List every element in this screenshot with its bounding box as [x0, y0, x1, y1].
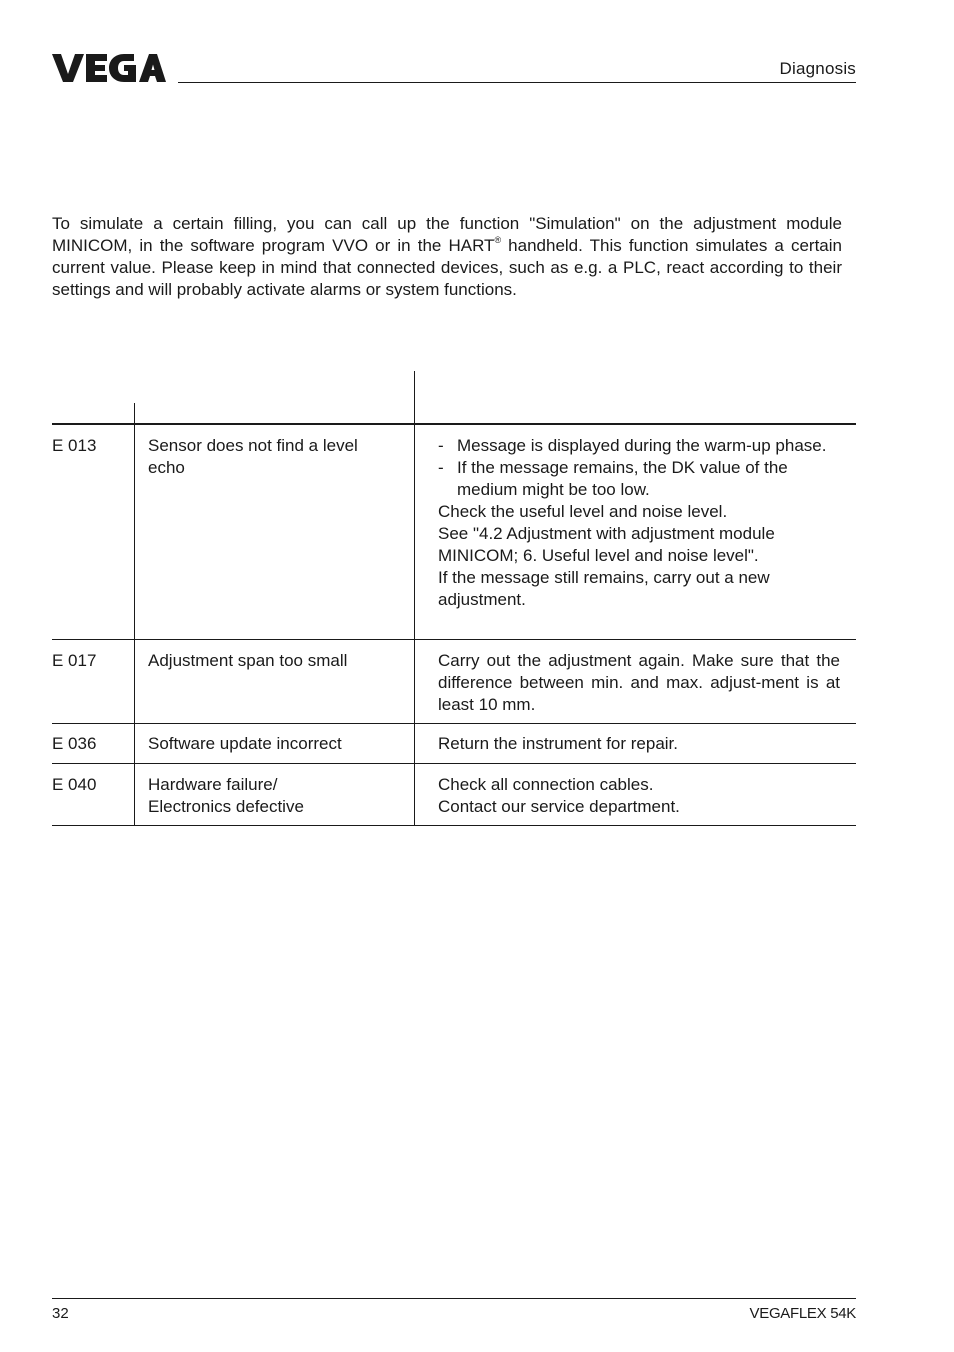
error-description: Adjustment span too small [148, 651, 348, 670]
row-divider [52, 639, 856, 640]
table-header-rule [52, 423, 856, 425]
error-measures [438, 774, 843, 818]
measures-list-item: - If the message remains, the DK value of the medium might be too low. [438, 457, 843, 501]
header-rule [178, 82, 856, 83]
measures-line: Contact our service department. [438, 797, 680, 816]
error-code: E 040 [52, 775, 97, 794]
error-code: E 036 [52, 734, 97, 753]
table-bottom-rule [52, 825, 856, 826]
error-code: E 013 [52, 436, 97, 455]
measures-line: See "4.2 Adjustment with adjustment module MINICOM; 6. Useful level and noise level". [438, 524, 775, 565]
registered-mark: ® [494, 235, 502, 245]
row-divider [52, 763, 856, 764]
error-measures [438, 435, 843, 611]
measures-list-item: - Message is displayed during the warm-up phase. [438, 435, 843, 457]
product-name: VEGAFLEX 54K [749, 1305, 856, 1322]
intro-paragraph [52, 213, 842, 301]
intro-text-before: To simulate a certain filling, you can call up the function "Simulation" on the adjustment module MINICOM, in the software program VVO or in the HART [52, 214, 842, 255]
description-line: Hardware failure/ [148, 775, 278, 794]
error-description: Sensor does not find a level echo [148, 436, 358, 477]
page-number: 32 [52, 1305, 69, 1322]
error-measures: Return the instrument for repair. [438, 734, 679, 753]
measures-line: Check all connection cables. [438, 775, 654, 794]
intro-text-after: handheld. This function simulates a certain current value. Please keep in mind that connected devices, such as e.g. a PLC, react according to their settings and will probably activate alarms or system functions. [52, 236, 842, 299]
error-description [148, 774, 408, 818]
vega-logo [52, 52, 166, 84]
error-code: E 017 [52, 651, 97, 670]
row-divider [52, 723, 856, 724]
measures-line: If the message still remains, carry out a new adjustment. [438, 568, 770, 609]
error-description: Software update incorrect [148, 734, 342, 753]
error-measures: Carry out the adjustment again. Make sure that the difference between min. and max. adjust-ment is at least 10 mm. [438, 651, 840, 714]
footer-rule [52, 1298, 856, 1299]
measures-list [438, 435, 843, 501]
description-line: Electronics defective [148, 797, 304, 816]
measures-line: Check the useful level and noise level. [438, 502, 728, 521]
section-title: Diagnosis [779, 59, 856, 78]
column-divider-2 [414, 371, 415, 826]
